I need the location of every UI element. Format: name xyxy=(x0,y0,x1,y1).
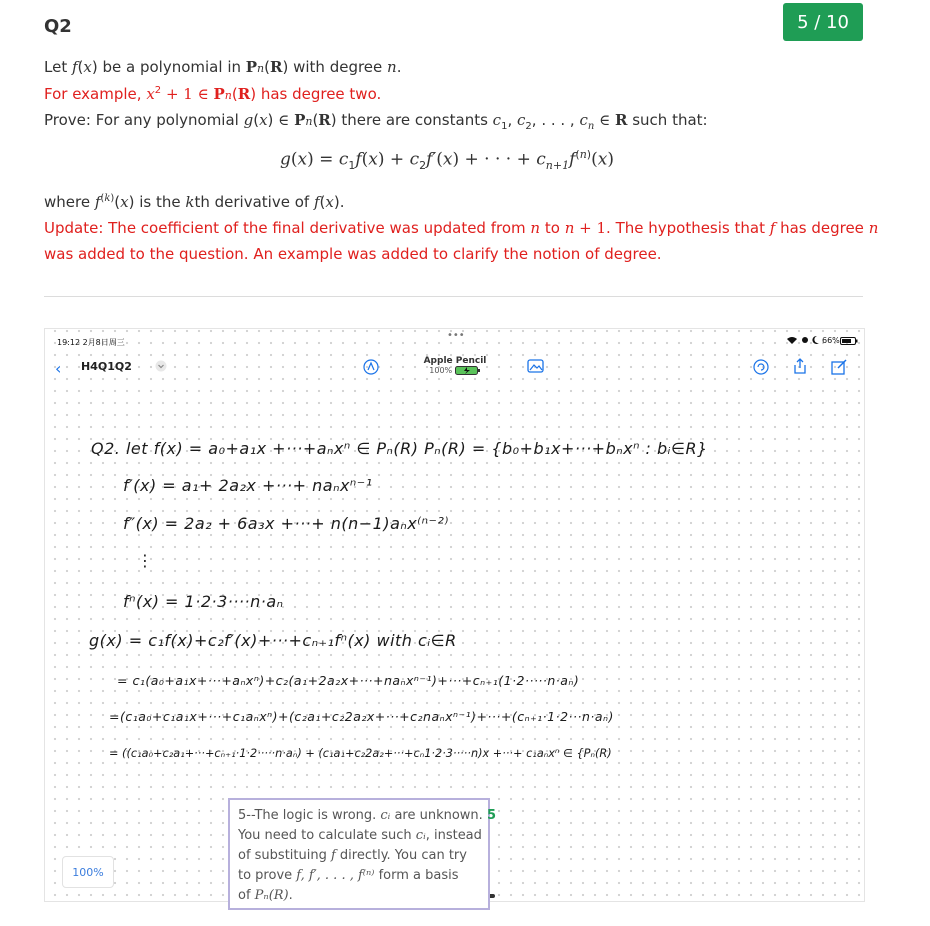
question-title: Q2 xyxy=(44,16,72,37)
handwriting-line-8: =(c₁a₀+c₁a₁x+···+c₁aₙxⁿ)+(c₂a₁+c₂2a₂x+···+c₂naₙxⁿ⁻¹)+···+(cₙ₊₁·1·2···n·aₙ) xyxy=(109,709,614,724)
undo-icon[interactable] xyxy=(753,359,769,378)
compose-icon[interactable] xyxy=(831,359,847,378)
pencil-battery-icon xyxy=(455,366,481,375)
handwriting-line-3: f″(x) = 2a₂ + 6a₃x +···+ n(n−1)aₙx⁽ⁿ⁻²⁾ xyxy=(123,514,449,533)
status-time: 19:12 2月8日周三 xyxy=(57,338,125,347)
update-line-1: Update: The coefficient of the final derivative was updated from n to n + 1. The hypothesis that f has degree n xyxy=(44,219,879,237)
grader-comment: 5--The logic is wrong. cᵢ are unknown. 5 You need to calculate such cᵢ, instead of substituing f directly. You can try to prove f, f′, . . . , f⁽ⁿ⁾ form a basis of Pₙ(R). xyxy=(228,798,490,910)
handwriting-line-6: g(x) = c₁f(x)+c₂f′(x)+···+cₙ₊₁fⁿ(x) with cᵢ∈R xyxy=(89,631,457,650)
zoom-level-button[interactable]: 100% xyxy=(62,856,114,888)
prove-line: Prove: For any polynomial g(x) ∈ Pn(R) there are constants $c_1$, $c_2$, . . . , $c_n$ ∈ R such that: xyxy=(44,111,708,132)
score-badge: 5 / 10 xyxy=(783,3,863,41)
handwriting-line-4: ⋮ xyxy=(137,551,154,570)
location-icon xyxy=(801,336,809,346)
intro-line: Let f(x) be a polynomial in Pn(R) with degree n. xyxy=(44,58,402,76)
battery-icon xyxy=(840,337,858,347)
handwriting-line-1: Q2. let f(x) = a₀+a₁x +···+aₙxⁿ ∈ Pₙ(R) Pₙ(R) = {b₀+b₁x+···+bₙxⁿ : bᵢ∈R} xyxy=(91,439,708,458)
main-equation: $g(x) = c_1f(x) + c_2f'(x)$ + · · · + $c_{n+1}f^{(n)}(x)$ xyxy=(280,148,614,173)
comment-score: 5 xyxy=(486,808,496,823)
update-line-2: was added to the question. An example was added to clarify the notion of degree. xyxy=(44,245,662,263)
apple-pencil-status: Apple Pencil 100% xyxy=(423,356,487,375)
image-tool-icon[interactable] xyxy=(527,358,545,377)
handwriting-line-2: f′(x) = a₁+ 2a₂x +···+ naₙxⁿ⁻¹ xyxy=(123,476,373,495)
share-icon[interactable] xyxy=(793,358,807,378)
handwriting-line-7: = c₁(a₀+a₁x+···+aₙxⁿ)+c₂(a₁+2a₂x+···+naₙxⁿ⁻¹)+···+cₙ₊₁(1·2·····n·aₙ) xyxy=(117,673,580,688)
handwriting-line-5: fⁿ(x) = 1·2·3····n·aₙ xyxy=(123,592,284,611)
where-line: where $f^{(k)}(x)$ is the kth derivative of f(x). xyxy=(44,193,345,211)
battery-percent: 66% xyxy=(822,336,840,345)
moon-icon xyxy=(812,336,819,346)
document-title[interactable]: H4Q1Q2 xyxy=(81,360,132,373)
title-dropdown-icon[interactable] xyxy=(155,360,167,375)
wifi-icon xyxy=(787,336,797,346)
more-dots-icon[interactable]: ••• xyxy=(447,330,465,341)
divider xyxy=(44,296,863,297)
pen-tool-icon[interactable] xyxy=(363,359,379,378)
back-chevron-icon[interactable]: ‹ xyxy=(55,359,62,378)
example-line: For example, $x^2 + 1$ ∈ Pn(R) has degree two. xyxy=(44,85,382,103)
ipad-status-bar xyxy=(45,329,864,351)
handwriting-line-9: = ((c₁a₀+c₂a₁+···+cₙ₊₁·1·2·····n·aₙ) + (c₁a₁+c₂2a₂+···+cₙ1·2·3·····n)x +···+ c₁aₙxⁿ ∈ {Pₙ(R) xyxy=(109,747,612,760)
